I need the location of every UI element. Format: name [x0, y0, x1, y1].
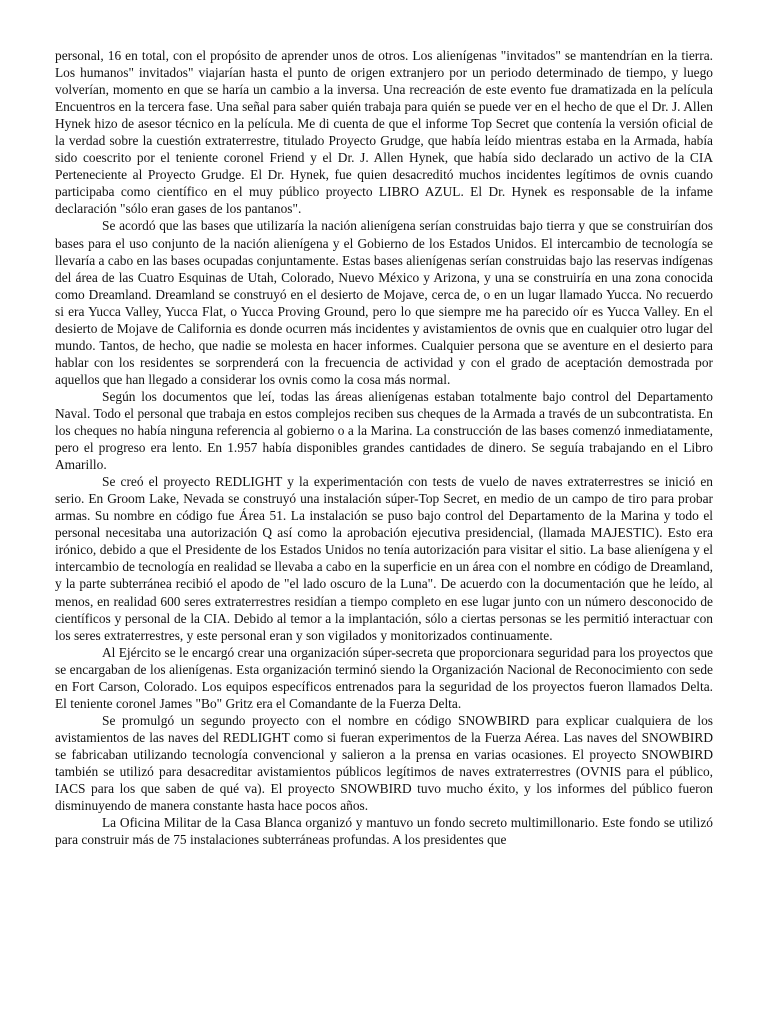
paragraph-army-security: Al Ejército se le encargó crear una organización súper-secreta que proporcionara seguridad para los proyectos que se encargaban de los alienígenas. Esta organización terminó siendo la Organización Nacional de Reconocimiento con sede en Fort Carson, Colorado. Los equipos específicos entrenados para la seguridad de los proyectos fueron llamados Delta. El teniente coronel James "Bo" Gritz era el Comandante de la Fuerza Delta. [55, 644, 713, 711]
paragraph-snowbird-project: Se promulgó un segundo proyecto con el nombre en código SNOWBIRD para explicar cualquiera de los avistamientos de las naves del REDLIGHT como si fueran experimentos de la Fuerza Aérea. Las naves del SNOWBIRD se fabricaban utilizando tecnología convencional y salieron a la prensa en varias ocasiones. El proyecto SNOWBIRD también se utilizó para desacreditar avistamientos públicos legítimos de naves extraterrestres (OVNIS para el público, IACS para los que saben de qué va). El proyecto SNOWBIRD tuvo mucho éxito, y los informes del público fueron disminuyendo de manera constante hasta hace pocos años. [55, 712, 713, 814]
paragraph-redlight-project: Se creó el proyecto REDLIGHT y la experimentación con tests de vuelo de naves extraterrestres se inició en serio. En Groom Lake, Nevada se construyó una instalación súper-Top Secret, en medio de un campo de tiro para probar armas. Su nombre en código fue Área 51. La instalación se puso bajo control del Departamento de la Marina y todo el personal necesitaba una autorización Q así como la aprobación ejecutiva presidencial, (llamada MAJESTIC). Esto era irónico, debido a que el Presidente de los Estados Unidos no tenía autorización para visitar el sitio. La base alienígena y el intercambio de tecnología en realidad se llevaba a cabo en la superficie en un área con el nombre en código de Dreamland, y la parte subterránea recibió el apodo de "el lado oscuro de la Luna". De acuerdo con la documentación que he leído, al menos, en realidad 600 seres extraterrestres residían a tiempo completo en ese lugar junto con un número desconocido de científicos y personal de la CIA. Debido al temor a la implantación, sólo a ciertas personas se les permitió interactuar con los seres extraterrestres, y este personal eran y son vigilados y monitorizados continuamente. [55, 474, 713, 643]
paragraph-naval-control: Según los documentos que leí, todas las áreas alienígenas estaban totalmente bajo control del Departamento Naval. Todo el personal que trabaja en estos complejos reciben sus cheques de la Armada a través de un subcontratista. En los cheques no había ninguna referencia al gobierno o a la Marina. La construcción de las bases comenzó inmediatamente, pero el progreso era lento. En 1.957 había disponibles grandes cantidades de dinero. Se seguía trabajando en el Libro Amarillo. [55, 388, 713, 473]
paragraph-alien-bases: Se acordó que las bases que utilizaría la nación alienígena serían construidas bajo tierra y que se construirían dos bases para el uso conjunto de la nación alienígena y el Gobierno de los Estados Unidos. El intercambio de tecnología se llevaría a cabo en las bases ocupadas conjuntamente. Estas bases alienígenas serían construidas bajo las reservas indígenas del área de las Cuatro Esquinas de Utah, Colorado, Nuevo México y Arizona, y una se construiría en una zona conocida como Dreamland. Dreamland se construyó en el desierto de Mojave, cerca de, o en un lugar llamado Yucca. No recuerdo si era Yucca Valley, Yucca Flat, o Yucca Proving Ground, pero lo que siempre me ha parecido oír es Yucca Valley. En el desierto de Mojave de California es donde ocurren más incidentes y avistamientos de ovnis que en cualquier otro lugar del mundo. Tantos, de hecho, que nadie se molesta en hacer informes. Cualquier persona que se aventure en el desierto para hablar con los residentes se sorprenderá con la frecuencia de actividad y con el grado de aceptación demostrada por aquellos que han llegado a considerar los ovnis como la cosa más normal. [55, 218, 713, 387]
paragraph-continuation: personal, 16 en total, con el propósito de aprender unos de otros. Los alienígenas "invitados" se mantendrían en la tierra. Los humanos" invitados" viajarían hasta el punto de origen extranjero por un periodo determinado de tiempo, y luego volverían, momento en que se haría un cambio a la inversa. Una recreación de este evento fue dramatizada en la película Encuentros en la tercera fase. Una señal para saber quién trabaja para quién se puede ver en el hecho de que el Dr. J. Allen Hynek hizo de asesor técnico en la película. Me di cuenta de que el informe Top Secret que contenía la versión oficial de la verdad sobre la cuestión extraterrestre, titulado Proyecto Grudge, que había leído mientras estaba en la Armada, había sido coescrito por el teniente coronel Friend y el Dr. J. Allen Hynek, que había sido declarado un activo de la CIA Perteneciente al Proyecto Grudge. El Dr. Hynek, fue quien desacreditó muchos incidentes legítimos de ovnis cuando participaba como científico en el muy público proyecto LIBRO AZUL. El Dr. Hynek es responsable de la infame declaración "sólo eran gases de los pantanos". [55, 48, 713, 217]
document-page [55, 47, 713, 848]
paragraph-white-house-fund: La Oficina Militar de la Casa Blanca organizó y mantuvo un fondo secreto multimillonario. Este fondo se utilizó para construir más de 75 instalaciones subterráneas profundas. A los presidentes que [55, 815, 713, 848]
